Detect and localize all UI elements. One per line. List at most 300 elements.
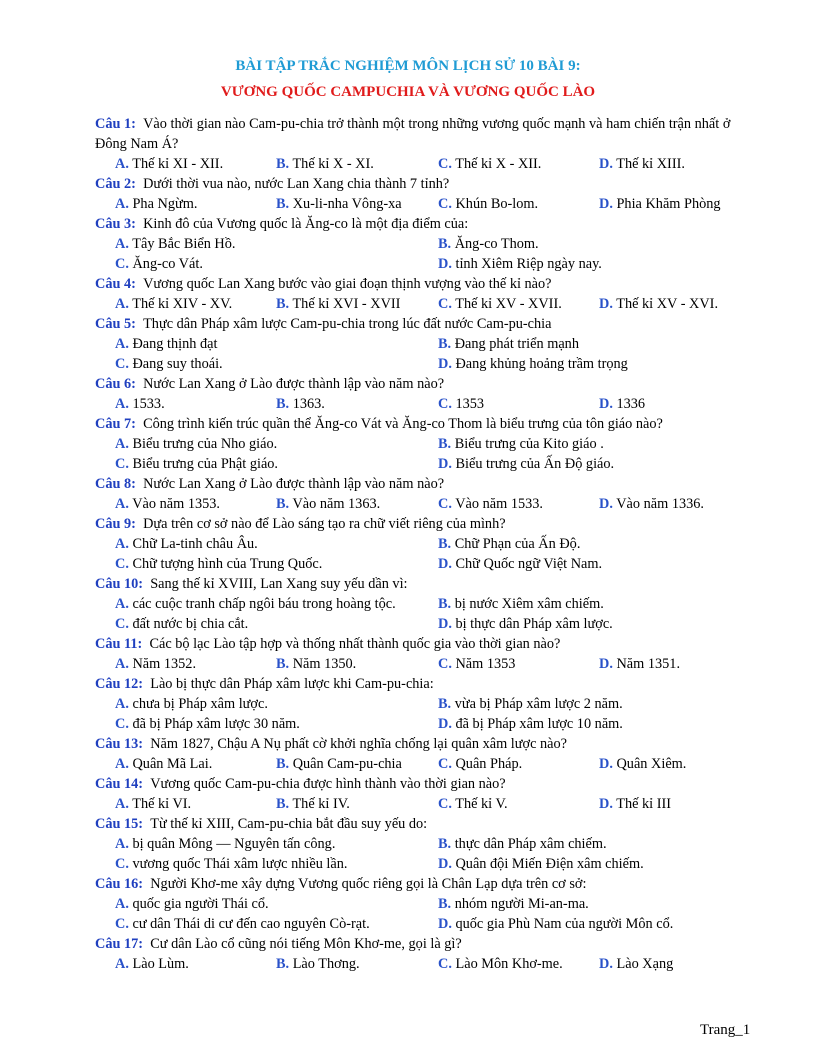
option-text: Vào năm 1336. — [616, 496, 704, 512]
option-text: Quân Cam-pu-chia — [292, 756, 402, 772]
question-item — [95, 374, 757, 414]
option-letter: D. — [438, 456, 452, 472]
option-letter: A. — [115, 596, 129, 612]
option-letter: C. — [438, 656, 452, 672]
question-text-line — [95, 414, 757, 434]
option-text: Lào Thơng. — [292, 956, 360, 972]
answer-option — [115, 394, 165, 414]
options-row — [95, 534, 757, 554]
answer-option — [438, 914, 673, 934]
options-row — [95, 894, 757, 914]
question-item — [95, 734, 757, 774]
option-text: 1533. — [132, 396, 165, 412]
question-text: Thực dân Pháp xâm lược Cam-pu-chia trong lúc đất nước Cam-pu-chia — [143, 316, 552, 332]
option-letter: B. — [438, 536, 452, 552]
option-letter: A. — [115, 896, 129, 912]
options-row — [95, 394, 757, 414]
answer-option — [438, 614, 613, 634]
option-text: Thế kỉ XVI - XVII — [292, 296, 401, 312]
answer-option — [438, 454, 614, 474]
answer-option — [599, 294, 718, 314]
question-number: Câu 1: — [95, 116, 136, 132]
option-letter: A. — [115, 236, 129, 252]
option-text: Khún Bo-lom. — [455, 196, 539, 212]
question-item — [95, 674, 757, 734]
answer-option — [438, 754, 522, 774]
option-letter: A. — [115, 536, 129, 552]
question-number: Câu 14: — [95, 776, 144, 792]
answer-option — [115, 894, 269, 914]
answer-option — [438, 554, 602, 574]
option-letter: C. — [115, 556, 129, 572]
answer-option — [115, 554, 322, 574]
answer-option — [115, 914, 370, 934]
option-letter: C. — [115, 916, 129, 932]
option-letter: A. — [115, 696, 129, 712]
option-letter: B. — [438, 596, 452, 612]
options-row — [95, 834, 757, 854]
option-text: Xu-li-nha Vông-xa — [292, 196, 402, 212]
option-text: Chữ Phạn của Ấn Độ. — [454, 536, 581, 552]
option-text: bị nước Xiêm xâm chiếm. — [454, 596, 604, 612]
answer-option — [276, 794, 350, 814]
option-letter: D. — [599, 956, 613, 972]
options-row — [95, 694, 757, 714]
question-number: Câu 10: — [95, 576, 144, 592]
answer-option — [115, 654, 196, 674]
option-text: Quân đội Miến Điện xâm chiếm. — [455, 856, 644, 872]
option-letter: D. — [599, 396, 613, 412]
option-letter: B. — [276, 956, 290, 972]
option-letter: C. — [438, 796, 452, 812]
document-subtitle: VƯƠNG QUỐC CAMPUCHIA VÀ VƯƠNG QUỐC LÀO — [220, 84, 596, 100]
option-letter: B. — [276, 296, 290, 312]
option-letter: D. — [438, 556, 452, 572]
option-letter: B. — [438, 436, 452, 452]
answer-option — [115, 294, 232, 314]
options-row — [95, 714, 757, 734]
question-text: Lào bị thực dân Pháp xâm lược khi Cam-pu-chia: — [150, 676, 434, 692]
options-row — [95, 554, 757, 574]
question-item — [95, 574, 757, 634]
option-text: Chữ tượng hình của Trung Quốc. — [132, 556, 323, 572]
page-number: Trang_1 — [700, 1022, 751, 1038]
question-text-line — [95, 214, 757, 234]
option-letter: D. — [438, 716, 452, 732]
question-text: Kinh đô của Vương quốc là Ăng-co là một địa điểm của: — [143, 216, 469, 232]
option-text: nhóm người Mi-an-ma. — [454, 896, 589, 912]
question-text: Vương quốc Cam-pu-chia được hình thành vào thời gian nào? — [150, 776, 506, 792]
question-text-line — [95, 574, 757, 594]
option-letter: B. — [276, 796, 290, 812]
question-text-line — [95, 114, 757, 154]
question-text-line — [95, 634, 757, 654]
option-text: Quân Xiêm. — [616, 756, 687, 772]
option-text: 1363. — [292, 396, 325, 412]
option-letter: D. — [599, 156, 613, 172]
answer-option — [599, 754, 686, 774]
option-letter: D. — [599, 796, 613, 812]
answer-option — [115, 194, 197, 214]
answer-option — [438, 154, 541, 174]
answer-option — [438, 714, 623, 734]
option-text: Ăng-co Thom. — [454, 236, 539, 252]
option-text: Phia Khăm Phòng — [616, 196, 721, 212]
options-row — [95, 794, 757, 814]
option-letter: D. — [599, 496, 613, 512]
option-letter: C. — [438, 196, 452, 212]
answer-option — [438, 954, 563, 974]
option-letter: A. — [115, 156, 129, 172]
answer-option — [599, 194, 721, 214]
answer-option — [115, 334, 217, 354]
option-letter: A. — [115, 196, 129, 212]
answer-option — [276, 954, 360, 974]
question-number: Câu 6: — [95, 376, 136, 392]
option-text: Thế kỉ VI. — [132, 796, 192, 812]
question-item — [95, 874, 757, 934]
question-list — [95, 114, 757, 974]
answer-option — [276, 194, 402, 214]
question-number: Câu 5: — [95, 316, 136, 332]
question-item — [95, 774, 757, 814]
option-letter: B. — [276, 196, 290, 212]
question-text: Từ thế kỉ XIII, Cam-pu-chia bắt đầu suy yếu do: — [150, 816, 428, 832]
option-letter: B. — [276, 756, 290, 772]
question-item — [95, 174, 757, 214]
option-text: Năm 1352. — [132, 656, 197, 672]
option-letter: B. — [438, 236, 452, 252]
option-text: bị thực dân Pháp xâm lược. — [455, 616, 613, 632]
question-text-line — [95, 934, 757, 954]
option-text: Thế kỉ XI - XII. — [132, 156, 224, 172]
answer-option — [438, 194, 538, 214]
answer-option — [115, 834, 335, 854]
option-text: Lào Môn Khơ-me. — [455, 956, 563, 972]
option-text: Lào Lùm. — [132, 956, 189, 972]
question-text-line — [95, 374, 757, 394]
option-text: đã bị Pháp xâm lược 10 năm. — [455, 716, 623, 732]
option-text: vừa bị Pháp xâm lược 2 năm. — [454, 696, 623, 712]
option-text: vương quốc Thái xâm lược nhiều lần. — [132, 856, 348, 872]
options-row — [95, 234, 757, 254]
question-text-line — [95, 734, 757, 754]
option-text: tỉnh Xiêm Riệp ngày nay. — [455, 256, 602, 272]
option-text: cư dân Thái di cư đến cao nguyên Cò-rạt. — [132, 916, 370, 932]
question-number: Câu 12: — [95, 676, 144, 692]
question-number: Câu 13: — [95, 736, 144, 752]
option-letter: C. — [438, 756, 452, 772]
option-text: đã bị Pháp xâm lược 30 năm. — [132, 716, 300, 732]
question-text: Nước Lan Xang ở Lào được thành lập vào năm nào? — [143, 376, 445, 392]
question-text: Người Khơ-me xây dựng Vương quốc riêng gọi là Chân Lạp dựa trên cơ sở: — [150, 876, 587, 892]
option-text: thực dân Pháp xâm chiếm. — [454, 836, 607, 852]
answer-option — [115, 234, 235, 254]
option-text: Lào Xạng — [616, 956, 674, 972]
question-text: Cư dân Lào cổ cũng nói tiếng Môn Khơ-me, gọi là gì? — [150, 936, 462, 952]
options-row — [95, 494, 757, 514]
option-letter: D. — [599, 296, 613, 312]
answer-option — [438, 594, 604, 614]
question-text-line — [95, 274, 757, 294]
option-text: Năm 1353 — [455, 656, 516, 672]
answer-option — [599, 154, 685, 174]
answer-option — [599, 654, 680, 674]
answer-option — [115, 534, 258, 554]
question-item — [95, 474, 757, 514]
option-letter: C. — [438, 296, 452, 312]
question-text: Dưới thời vua nào, nước Lan Xang chia thành 7 tỉnh? — [143, 176, 450, 192]
option-letter: C. — [115, 856, 129, 872]
option-letter: B. — [438, 836, 452, 852]
option-text: Đang thịnh đạt — [132, 336, 218, 352]
option-text: Thế kỉ IV. — [292, 796, 350, 812]
question-text-line — [95, 314, 757, 334]
option-letter: B. — [438, 336, 452, 352]
option-letter: C. — [438, 496, 452, 512]
question-text: Năm 1827, Chậu A Nụ phất cờ khởi nghĩa chống lại quân xâm lược nào? — [150, 736, 567, 752]
question-item — [95, 274, 757, 314]
option-text: 1353 — [455, 396, 485, 412]
option-text: bị quân Mông — Nguyên tấn công. — [132, 836, 336, 852]
answer-option — [438, 894, 589, 914]
option-letter: C. — [438, 396, 452, 412]
option-text: Thế kỉ X - XII. — [455, 156, 542, 172]
options-row — [95, 294, 757, 314]
question-item — [95, 814, 757, 874]
answer-option — [438, 394, 484, 414]
question-text-line — [95, 514, 757, 534]
question-number: Câu 15: — [95, 816, 144, 832]
option-text: Pha Ngừm. — [132, 196, 198, 212]
options-row — [95, 154, 757, 174]
option-letter: D. — [438, 916, 452, 932]
answer-option — [115, 694, 268, 714]
option-letter: C. — [115, 356, 129, 372]
question-item — [95, 114, 757, 174]
option-letter: A. — [115, 496, 129, 512]
answer-option — [115, 494, 220, 514]
answer-option — [115, 854, 347, 874]
option-letter: C. — [115, 716, 129, 732]
question-number: Câu 9: — [95, 516, 136, 532]
answer-option — [115, 254, 203, 274]
question-text: Vào thời gian nào Cam-pu-chia trở thành một trong những vương quốc mạnh và ham chiến trận nhất ở Đông Nam Á? — [95, 116, 731, 152]
option-text: Đang phát triển mạnh — [454, 336, 579, 352]
answer-option — [276, 154, 374, 174]
options-row — [95, 914, 757, 934]
question-item — [95, 414, 757, 474]
answer-option — [599, 954, 673, 974]
option-text: Biểu trưng của Kito giáo . — [454, 436, 604, 452]
option-letter: C. — [115, 456, 129, 472]
options-row — [95, 254, 757, 274]
answer-option — [438, 854, 644, 874]
option-letter: B. — [276, 656, 290, 672]
answer-option — [438, 434, 604, 454]
question-text-line — [95, 874, 757, 894]
option-text: Quân Mã Lai. — [132, 756, 213, 772]
option-text: Biểu trưng của Nho giáo. — [132, 436, 278, 452]
answer-option — [115, 754, 212, 774]
option-letter: B. — [438, 896, 452, 912]
answer-option — [438, 654, 515, 674]
option-text: Năm 1350. — [292, 656, 357, 672]
answer-option — [438, 254, 602, 274]
option-text: Thế kỉ XV - XVII. — [455, 296, 562, 312]
answer-option — [599, 394, 645, 414]
answer-option — [438, 494, 543, 514]
option-text: 1336 — [616, 396, 646, 412]
options-row — [95, 594, 757, 614]
answer-option — [115, 614, 248, 634]
question-number: Câu 11: — [95, 636, 143, 652]
option-text: đất nước bị chia cắt. — [132, 616, 249, 632]
answer-option — [115, 354, 223, 374]
question-number: Câu 17: — [95, 936, 144, 952]
option-text: Chữ Quốc ngữ Việt Nam. — [455, 556, 603, 572]
option-letter: A. — [115, 656, 129, 672]
option-letter: A. — [115, 396, 129, 412]
answer-option — [276, 294, 400, 314]
options-row — [95, 954, 757, 974]
question-number: Câu 2: — [95, 176, 136, 192]
document-title: BÀI TẬP TRẮC NGHIỆM MÔN LỊCH SỬ 10 BÀI 9: — [235, 58, 581, 74]
options-row — [95, 354, 757, 374]
option-letter: A. — [115, 956, 129, 972]
option-letter: D. — [438, 356, 452, 372]
option-text: Thế kỉ XIII. — [616, 156, 685, 172]
question-item — [95, 634, 757, 674]
question-text-line — [95, 814, 757, 834]
options-row — [95, 434, 757, 454]
option-text: các cuộc tranh chấp ngôi báu trong hoàng tộc. — [132, 596, 396, 612]
question-text: Các bộ lạc Lào tập hợp và thống nhất thành quốc gia vào thời gian nào? — [149, 636, 561, 652]
option-text: quốc gia người Thái cổ. — [132, 896, 269, 912]
question-text-line — [95, 174, 757, 194]
question-text-line — [95, 774, 757, 794]
options-row — [95, 454, 757, 474]
option-letter: C. — [115, 616, 129, 632]
option-letter: C. — [438, 156, 452, 172]
option-letter: B. — [276, 396, 290, 412]
options-row — [95, 854, 757, 874]
option-text: chưa bị Pháp xâm lược. — [132, 696, 268, 712]
option-letter: D. — [599, 196, 613, 212]
answer-option — [115, 954, 189, 974]
option-letter: C. — [115, 256, 129, 272]
answer-option — [276, 494, 380, 514]
option-letter: D. — [599, 756, 613, 772]
option-text: Thế kỉ III — [616, 796, 672, 812]
option-text: Biểu trưng của Ấn Độ giáo. — [455, 456, 615, 472]
answer-option — [115, 434, 277, 454]
option-letter: A. — [115, 436, 129, 452]
option-text: Đang suy thoái. — [132, 356, 223, 372]
answer-option — [276, 754, 402, 774]
option-letter: A. — [115, 796, 129, 812]
option-text: Ăng-co Vát. — [132, 256, 203, 272]
answer-option — [115, 794, 191, 814]
option-text: Vào năm 1363. — [292, 496, 381, 512]
question-item — [95, 214, 757, 274]
option-text: Tây Bắc Biển Hồ. — [132, 236, 236, 252]
answer-option — [276, 394, 325, 414]
question-text-line — [95, 474, 757, 494]
question-text: Công trình kiến trúc quần thể Ăng-co Vát và Ăng-co Thom là biểu trưng của tôn giáo nào? — [143, 416, 663, 432]
question-number: Câu 3: — [95, 216, 136, 232]
answer-option — [438, 234, 539, 254]
option-letter: D. — [438, 616, 452, 632]
answer-option — [438, 334, 579, 354]
option-text: Đang khủng hoảng trầm trọng — [455, 356, 628, 372]
option-text: Chữ La-tinh châu Âu. — [132, 536, 258, 552]
option-letter: A. — [115, 756, 129, 772]
answer-option — [438, 354, 628, 374]
option-letter: B. — [276, 156, 290, 172]
question-number: Câu 4: — [95, 276, 136, 292]
answer-option — [599, 494, 704, 514]
question-item — [95, 514, 757, 574]
option-letter: B. — [438, 696, 452, 712]
options-row — [95, 654, 757, 674]
option-letter: D. — [438, 256, 452, 272]
options-row — [95, 754, 757, 774]
question-number: Câu 8: — [95, 476, 136, 492]
option-text: Quân Pháp. — [455, 756, 523, 772]
answer-option — [276, 654, 356, 674]
option-text: Thế kỉ XV - XVI. — [616, 296, 719, 312]
options-row — [95, 334, 757, 354]
options-row — [95, 614, 757, 634]
answer-option — [438, 294, 562, 314]
option-letter: D. — [438, 856, 452, 872]
option-text: Vào năm 1533. — [455, 496, 543, 512]
option-letter: A. — [115, 836, 129, 852]
question-text: Dựa trên cơ sở nào để Lào sáng tạo ra chữ viết riêng của mình? — [143, 516, 506, 532]
answer-option — [438, 834, 607, 854]
option-text: Năm 1351. — [616, 656, 681, 672]
question-text: Sang thế kỉ XVIII, Lan Xang suy yếu dần vì: — [150, 576, 408, 592]
option-letter: C. — [438, 956, 452, 972]
option-text: Biểu trưng của Phật giáo. — [132, 456, 279, 472]
option-text: Vào năm 1353. — [132, 496, 220, 512]
answer-option — [438, 534, 580, 554]
option-text: Thế kỉ V. — [455, 796, 508, 812]
option-letter: A. — [115, 296, 129, 312]
question-text-line — [95, 674, 757, 694]
answer-option — [115, 454, 278, 474]
option-text: Thế kỉ XIV - XV. — [132, 296, 233, 312]
option-text: Thế kỉ X - XI. — [292, 156, 374, 172]
question-number: Câu 7: — [95, 416, 136, 432]
option-letter: A. — [115, 336, 129, 352]
options-row — [95, 194, 757, 214]
answer-option — [438, 694, 623, 714]
answer-option — [115, 594, 396, 614]
answer-option — [438, 794, 508, 814]
answer-option — [115, 714, 300, 734]
question-item — [95, 934, 757, 974]
question-number: Câu 16: — [95, 876, 144, 892]
option-text: quốc gia Phù Nam của người Môn cổ. — [455, 916, 674, 932]
answer-option — [115, 154, 223, 174]
question-text: Nước Lan Xang ở Lào được thành lập vào năm nào? — [143, 476, 445, 492]
answer-option — [599, 794, 671, 814]
question-item — [95, 314, 757, 374]
option-letter: D. — [599, 656, 613, 672]
option-letter: B. — [276, 496, 290, 512]
